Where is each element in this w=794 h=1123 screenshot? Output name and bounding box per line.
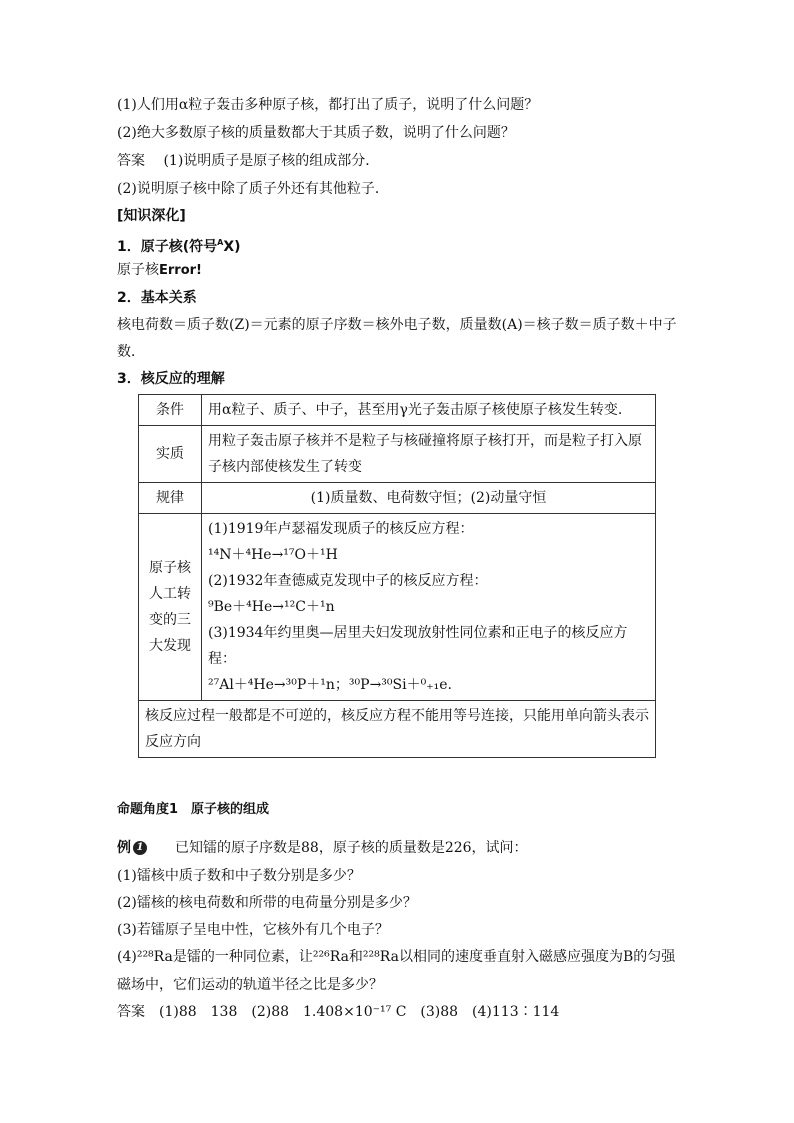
example-number-badge: 1 (133, 841, 147, 855)
question-1: (1)人们用α粒子轰击多种原子核，都打出了质子，说明了什么问题？ (117, 97, 539, 113)
row-head-condition: 条件 (139, 395, 202, 426)
example-intro-line (117, 838, 528, 858)
table-row (139, 426, 656, 483)
answer-1: (1)说明质子是原子核的组成部分． (163, 153, 380, 169)
relation-line-1: 核电荷数＝质子数(Z)＝元素的原子序数＝核外电子数，质量数(A)＝核子数＝质子数＋中子 (117, 317, 677, 333)
answer-label: 答案 (117, 153, 145, 169)
row-head-essence: 实质 (139, 426, 202, 483)
row-body-discoveries (202, 514, 656, 701)
discoveries-head-2: 人工转 (149, 586, 191, 602)
nuclear-reaction-table (138, 394, 656, 758)
example-q4-line-1: (4)²²⁸Ra是镭的一种同位素，让²²⁶Ra和²²⁸Ra以相同的速度垂直射入磁感应强度为B的匀强 (117, 949, 676, 965)
discovery-1-title: (1)1919年卢瑟福发现质子的核反应方程： (208, 521, 474, 537)
row-body-condition: 用α粒子、质子、中子，甚至用γ光子轰击原子核使原子核发生转变. (202, 395, 656, 426)
relation-line-2: 数． (117, 344, 145, 360)
irreversible-line-1: 核反应过程一般都是不可逆的，核反应方程不能用等号连接，只能用单向箭头表示 (145, 708, 649, 724)
row-head-law: 规律 (139, 483, 202, 514)
row-irreversible (139, 701, 656, 758)
topic-heading: 命题角度1 原子核的组成 (117, 802, 270, 817)
example-answer: 答案 (1)88 138 (2)88 1.408×10⁻¹⁷ C (3)88 (4)113∶114 (117, 1004, 560, 1020)
example-label: 例 (117, 840, 131, 856)
item-1-pre: 1．原子核(符号 (117, 239, 218, 255)
irreversible-line-2: 反应方向 (145, 734, 201, 750)
item-1-post: X) (223, 239, 241, 255)
example-intro: 已知镭的原子序数是88，原子核的质量数是226，试问： (175, 840, 528, 856)
question-2: (2)绝大多数原子核的质量数都大于其质子数，说明了什么问题？ (117, 125, 515, 141)
knowledge-heading: [知识深化] (117, 208, 186, 224)
discovery-1-equation: ¹⁴N＋⁴He→¹⁷O＋¹H (208, 547, 338, 563)
nucleus-line (117, 260, 202, 281)
example-q2: (2)镭核的核电荷数和所带的电荷量分别是多少？ (117, 895, 417, 911)
discoveries-head-1: 原子核 (149, 560, 191, 576)
discoveries-head-3: 变的三 (149, 612, 191, 628)
answer-2: (2)说明原子核中除了质子外还有其他粒子． (117, 181, 389, 197)
row-body-essence (202, 426, 656, 483)
discovery-3-equation: ²⁷Al＋⁴He→³⁰P＋¹n；³⁰P→³⁰Si＋⁰₊₁e. (208, 677, 452, 693)
example-q1: (1)镭核中质子数和中子数分别是多少？ (117, 868, 361, 884)
discoveries-head-4: 大发现 (149, 638, 191, 654)
answer-line-1 (117, 151, 379, 171)
nucleus-label: 原子核 (117, 262, 159, 278)
table-row (139, 701, 656, 758)
table-row (139, 514, 656, 701)
essence-line-1: 用粒子轰击原子核并不是粒子与核碰撞将原子核打开，而是粒子打入原 (208, 433, 642, 449)
item-1 (117, 233, 241, 257)
table-row (139, 395, 656, 426)
example-q3: (3)若镭原子呈电中性，它核外有几个电子？ (117, 922, 389, 938)
item-2: 2．基本关系 (117, 290, 197, 306)
example-q4-line-2: 磁场中，它们运动的轨道半径之比是多少？ (117, 977, 383, 993)
essence-line-2: 子核内部使核发生了转变 (208, 459, 362, 475)
discovery-2-title: (2)1932年查德威克发现中子的核反应方程： (208, 573, 488, 589)
row-head-discoveries (139, 514, 202, 701)
row-body-law: (1)质量数、电荷数守恒；(2)动量守恒 (202, 483, 656, 514)
mass-number-symbol: A (217, 238, 224, 247)
table-row (139, 483, 656, 514)
discovery-2-equation: ⁹Be＋⁴He→¹²C＋¹n (208, 599, 335, 615)
discovery-3-title: (3)1934年约里奥—居里夫妇发现放射性同位素和正电子的核反应方程： (208, 625, 628, 667)
error-text: Error! (159, 263, 202, 278)
item-3: 3．核反应的理解 (117, 371, 225, 387)
